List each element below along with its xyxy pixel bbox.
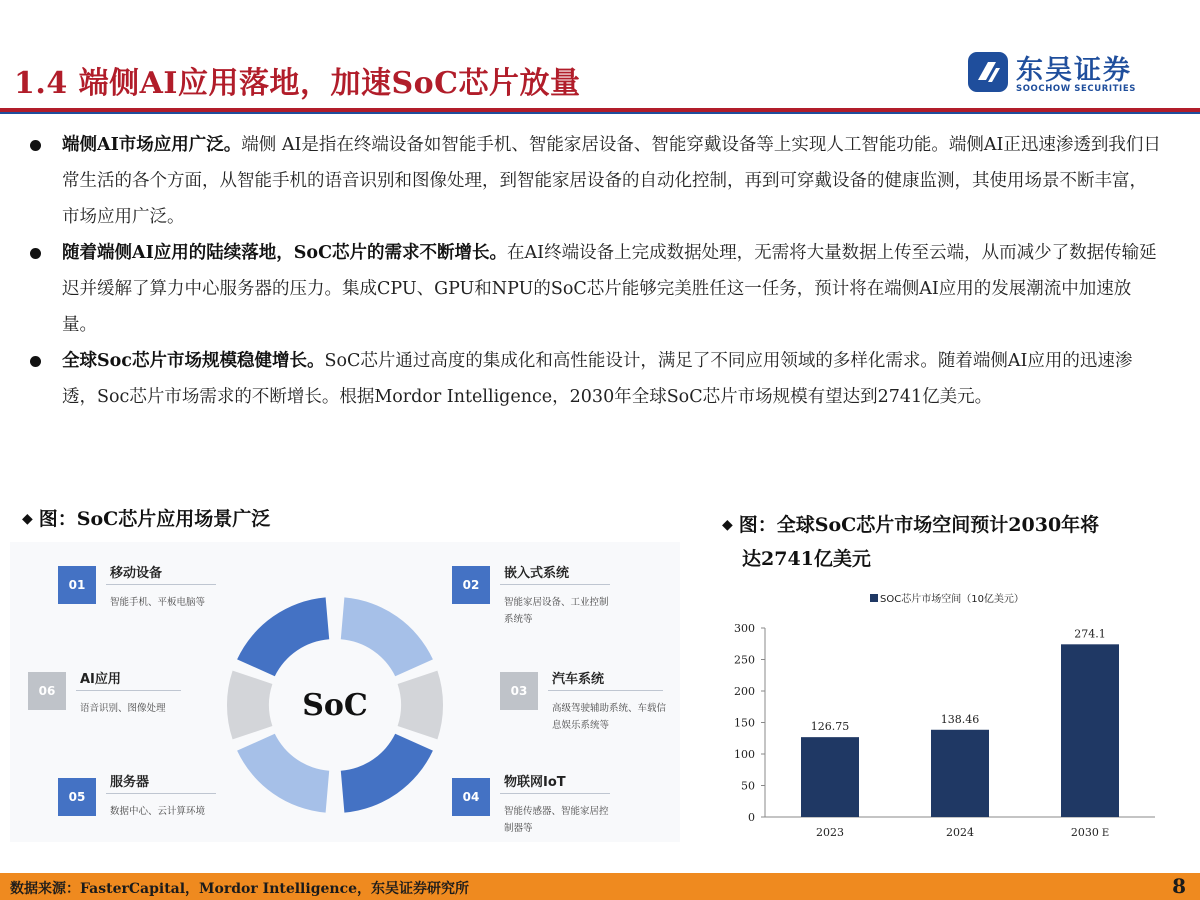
item-divider [500,584,610,585]
ring-segment-06 [227,671,272,740]
item-divider [106,793,216,794]
item-divider [500,793,610,794]
item-number-badge: 04 [452,778,490,816]
item-title: 服务器 [110,775,150,790]
bullet-lead: 全球Soc芯片市场规模稳健增长。 [62,351,325,371]
page-title: 1.4 端侧AI应用落地，加速SoC芯片放量 [14,66,581,101]
y-tick-label: 200 [734,685,755,698]
bullet-item [28,343,1163,415]
y-tick-label: 100 [734,748,755,761]
figure-right-title [722,508,1099,576]
bullet-dot-icon [30,248,41,259]
item-title: 物联网IoT [504,775,566,790]
item-title: AI应用 [80,672,121,687]
item-title: 嵌入式系统 [504,566,570,581]
bullet-dot-icon [30,140,41,151]
y-tick-label: 50 [741,779,755,793]
bullet-text: 端侧 AI是指在终端设备如智能手机、智能家居设备、智能穿戴设备等上实现人工智能功能。端侧AI正迅速渗透到我们日常生活的各个方面，从智能手机的语音识别和图像处理，到智能家居设备的自动化控制，再到可穿戴设备的健康监测，其使用场景不断丰富，市场应用广泛。 [62,135,1161,227]
bullet-item [28,235,1163,343]
item-title: 汽车系统 [552,672,605,687]
logo-english-name: SOOCHOW SECURITIES [1016,84,1136,94]
item-description: 智能传感器、智能家居控制器等 [504,806,609,834]
item-number-badge: 02 [452,566,490,604]
item-divider [548,690,663,691]
item-description: 语音识别、图像处理 [80,703,166,714]
item-number-badge: 05 [58,778,96,816]
diamond-bullet-icon: ◆ [722,517,733,533]
y-tick-label: 300 [734,622,755,635]
soc-ring-diagram [220,580,450,830]
bullet-lead: 随着端侧AI应用的陆续落地，SoC芯片的需求不断增长。 [62,243,508,263]
page-number: 8 [1172,874,1186,898]
x-tick-suffix: E [1101,828,1110,839]
ring-segment-04 [341,734,433,813]
ring-segment-01 [237,597,329,676]
bullet-list [28,127,1163,415]
bar-value-label: 138.46 [940,712,980,726]
diamond-bullet-icon: ◆ [22,511,33,527]
legend-label: SOC芯片市场空间（10亿美元） [880,594,1024,605]
figure-right-title-line2: 达2741亿美元 [742,548,871,570]
figure-right-title-line1: 图：全球SoC芯片市场空间预计2030年将 [738,514,1100,536]
item-number-badge: 01 [58,566,96,604]
bullet-dot-icon [30,356,41,367]
y-tick-label: 0 [748,811,755,824]
soc-market-bar-chart [710,585,1180,845]
header-rule-blue [0,112,1200,114]
item-description: 高级驾驶辅助系统、车载信息娱乐系统等 [552,703,667,731]
bar-value-label: 274.1 [1074,627,1106,641]
bullet-text: 在AI终端设备上完成数据处理，无需将大量数据上传至云端，从而减少了数据传输延迟并缓解了算力中心服务器的压力。集成CPU、GPU和NPU的SoC芯片能够完美胜任这一任务，预计将在端侧AI应用的发展潮流中加速放量。 [62,243,1157,335]
source-note: 数据来源：FasterCapital，Mordor Intelligence，东吴证券研究所 [10,881,470,897]
company-logo [966,48,1156,98]
bullet-lead: 端侧AI市场应用广泛。 [62,135,242,155]
ring-segment-05 [237,734,329,813]
ring-segment-02 [341,597,433,676]
x-tick-label: 2024 [946,826,974,839]
y-tick-label: 250 [734,653,755,667]
item-description: 智能家居设备、工业控制系统等 [504,597,609,625]
bullet-item [28,127,1163,235]
item-number-badge: 06 [28,672,66,710]
bar-2030 [1061,644,1119,817]
item-title: 移动设备 [110,566,163,581]
source-bar [0,873,1200,900]
bullet-text: SoC芯片通过高度的集成化和高性能设计，满足了不同应用领域的多样化需求。随着端侧AI应用的迅速渗透，Soc芯片市场需求的不断增长。根据Mordor Intelligence，2030年全球SoC芯片市场规模有望达到2741亿美元。 [62,351,1133,407]
item-description: 数据中心、云计算环境 [110,806,206,817]
x-tick-label: 2030 E [1070,826,1110,839]
ring-segment-03 [398,671,443,740]
item-description: 智能手机、平板电脑等 [110,597,206,608]
item-divider [106,584,216,585]
y-tick-label: 150 [734,716,755,730]
figure-left-title-text: 图：SoC芯片应用场景广泛 [38,508,271,530]
soochow-logo-icon [966,50,1010,94]
bar-2023 [801,737,859,817]
bar-2024 [931,730,989,817]
logo-chinese-name: 东吴证券 [1016,55,1132,86]
item-number-badge: 03 [500,672,538,710]
soc-center-label: SoC [302,688,368,723]
bar-value-label: 126.75 [810,720,850,734]
legend-swatch [870,594,878,602]
figure-left-title [22,502,270,536]
item-divider [76,690,181,691]
x-tick-label: 2023 [816,826,844,839]
